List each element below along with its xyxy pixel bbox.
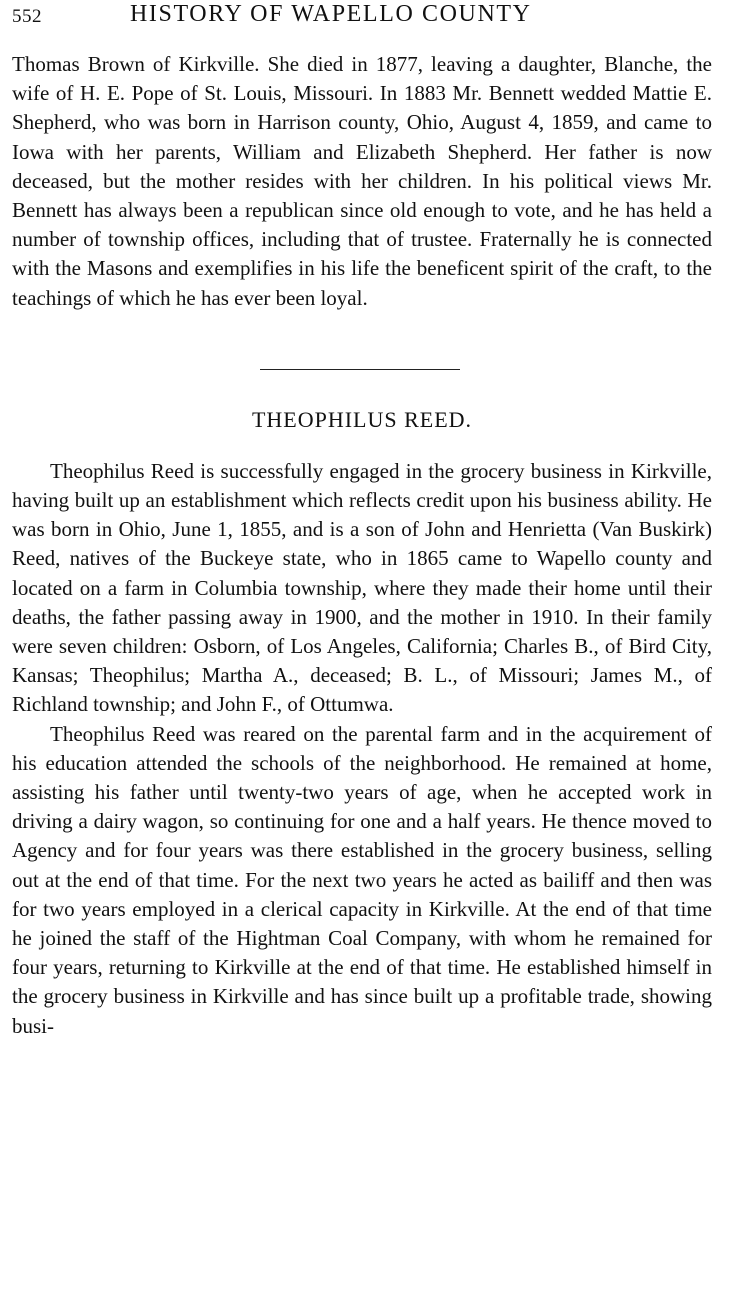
- section-divider: [260, 369, 460, 370]
- page-number: 552: [12, 6, 42, 27]
- section-title: THEOPHILUS REED.: [251, 406, 473, 432]
- body-paragraph: Theophilus Reed was reared on the parental farm and in the acquirement of his education attended the schools of the neighborhood. He remained at home, assisting his father until twenty-two years of age, when he accepted work in driving a dairy wagon, so continuing for one and a half years. He thence moved to Agency and for four years was there established in the grocery business, selling out at the end of that time. For the next two years he acted as bailiff and then was for two years employed in a clerical capacity in Kirkville. At the end of that time he joined the staff of the Hightman Coal Company, with whom he remained for four years, returning to Kirkville at the end of that time. He established himself in the grocery business in Kirkville and has since built up a profitable trade, showing busi-: [12, 721, 712, 1038]
- running-title: HISTORY OF WAPELLO COUNTY: [130, 1, 532, 27]
- continued-paragraph: Thomas Brown of Kirkville. She died in 1877, leaving a daughter, Blanche, the wife of H. E. Pope of St. Louis, Missouri. In 1883 Mr. Bennett wedded Mattie E. Shepherd, who was born in Harrison county, Ohio, August 4, 1859, and came to Iowa with her parents, William and Elizabeth Shepherd. Her father is now deceased, but the mother resides with her children. In his political views Mr. Bennett has always been a republican since old enough to vote, and he has held a number of township offices, including that of trustee. Fraternally he is connected with the Masons and exemplifies in his life the beneficent spirit of the craft, to the teachings of which he has ever been loyal.: [12, 52, 712, 310]
- section-body: [12, 457, 712, 1041]
- running-head: [12, 0, 712, 36]
- body-paragraph: Theophilus Reed is successfully engaged in the grocery business in Kirkville, having built up an establishment which reflects credit upon his business ability. He was born in Ohio, June 1, 1855, and is a son of John and Henrietta (Van Buskirk) Reed, natives of the Buckeye state, who in 1865 came to Wapello county and located on a farm in Columbia township, where they made their home until their deaths, the father passing away in 1900, and the mother in 1910. In their family were seven children: Osborn, of Los Angeles, California; Charles B., of Bird City, Kansas; Theophilus; Martha A., deceased; B. L., of Missouri; James M., of Richland township; and John F., of Ottumwa.: [12, 458, 712, 717]
